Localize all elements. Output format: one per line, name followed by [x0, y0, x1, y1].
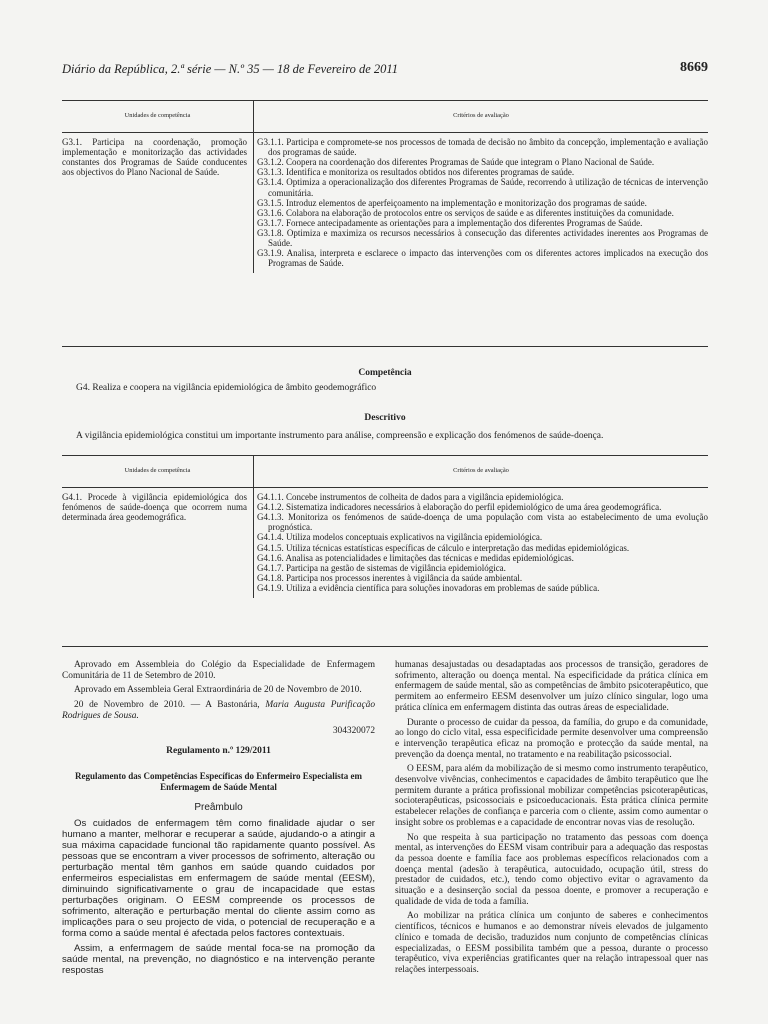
page-number: 8669	[680, 60, 708, 75]
left-column	[62, 660, 375, 980]
criterion: G3.1.6. Colabora na elaboração de protocolos entre os serviços de saúde e as diferentes instituições da comunidade.	[257, 207, 674, 218]
table-g3	[62, 101, 708, 273]
criterion: G4.1.4. Utiliza modelos conceptuais explicativos na vigilância epidemiológica.	[257, 532, 543, 543]
approval-paragraph-1: Aprovado em Assembleia do Colégio da Especialidade de Enfermagem Comunitária de 11 de Setembro de 2010.	[62, 660, 375, 681]
body-paragraph-7: Ao mobilizar na prática clínica um conjunto de saberes e conhecimentos científicos, técnicos e humanos e ao demonstrar níveis elevados de julgamento clínico e tomada de decisão, traduzidos num conjunto de competências clínicas especializadas, o EESM possibilita também que a pessoa, durante o processo terapêutico, viva experiências gratificantes quer na relação intrapessoal quer nas relações interpessoais.	[395, 911, 708, 975]
descritivo-title: Descritivo	[364, 413, 406, 423]
criterion: G3.1.2. Coopera na coordenação dos diferentes Programas de Saúde que integram o Plano Nacional de Saúde.	[257, 157, 655, 168]
criterion: G4.1.6. Analisa as potencialidades e limitações das técnicas e medidas epidemiológicas.	[257, 552, 574, 563]
criterion: G4.1.7. Participa na gestão de sistemas de vigilância epidemiológica.	[257, 562, 506, 573]
criterion: G3.1.3. Identifica e monitoriza os resultados obtidos nos diferentes programas de saúde.	[257, 167, 575, 178]
criterion: G3.1.4. Optimiza a operacionalização dos diferentes Programas de Saúde, recorrendo à utilização de técnicas de intervenção comunitária.	[257, 177, 708, 198]
table2-bottom-rule	[62, 646, 708, 647]
table1-criteria	[254, 133, 709, 274]
body-paragraph-5: O EESM, para além da mobilização de si mesmo como instrumento terapêutico, desenvolve vivências, conhecimentos e capacidades de âmbito terapêutico que lhe permitem durante a prática profissional mobilizar competências psicoterapêuticas, socioterapêuticas, psicossociais e psicoeducacionais. Esta prática clínica permite estabelecer relações de confiança e parceria com o cliente, assim como aumentar o insight sobre os problemas e a capacidade de encontrar novas vias de resolução.	[395, 764, 708, 828]
criterion: G4.1.2. Sistematiza indicadores necessários à elaboração do perfil epidemiológico de uma área geodemográfica.	[257, 502, 662, 513]
body-paragraph-2: Assim, a enfermagem de saúde mental foca-se na promoção da saúde mental, na prevenção, no diagnóstico e na intervenção perante respostas	[62, 942, 375, 976]
criterion: G3.1.1. Participa e compromete-se nos processos de tomada de decisão no âmbito da concepção, implementação e avaliação dos programas de saúde.	[257, 137, 708, 158]
table1-bottom-rule	[62, 346, 708, 347]
signature-date: 20 de Novembro de 2010. — A Bastonária,	[74, 700, 260, 711]
body-paragraph-3: humanas desajustadas ou desadaptadas aos processos de transição, geradores de sofrimento, alteração ou doença mental. Na especificidade da prática clínica em enfermagem de saúde mental, são as competências de âmbito psicoterapêutico, que permitem ao enfermeiro EESM desenvolver um juízo clínico singular, logo uma prática clínica em enfermagem distinta das outras áreas de especialidade.	[395, 660, 708, 713]
criterion: G4.1.9. Utiliza a evidência científica para soluções inovadoras em problemas de saúde pública.	[257, 582, 600, 593]
page-header	[62, 60, 708, 80]
publication-title: Diário da República, 2.ª série — N.º 35 — 18 de Fevereiro de 2011	[62, 62, 398, 76]
table2-unit: G4.1. Procede à vigilância epidemiológica dos fenómenos de saúde-doença que ocorrem numa determinada área geodemográfica.	[62, 492, 247, 523]
approval-paragraph-2: Aprovado em Assembleia Geral Extraordinária de 20 de Novembro de 2010.	[74, 685, 362, 696]
criterion: G4.1.8. Participa nos processos inerentes à vigilância da saúde ambiental.	[257, 572, 523, 583]
document-code: 304320072	[332, 725, 375, 736]
criterion: G3.1.7. Fornece antecipadamente as orientações para a implementação dos diferentes Programas de Saúde.	[257, 217, 643, 228]
table-g4	[62, 456, 708, 598]
table1-col1-header: Unidades de competência	[62, 101, 254, 133]
criterion: G4.1.1. Concebe instrumentos de colheita de dados para a vigilância epidemiológica.	[257, 492, 564, 503]
descritivo-text: A vigilância epidemiológica constitui um importante instrumento para análise, compreensão e explicação dos fenómenos de saúde-doença.	[76, 431, 604, 441]
body-paragraph-4: Durante o processo de cuidar da pessoa, da família, do grupo e da comunidade, ao longo do ciclo vital, essa especificidade permite desenvolver uma compreensão e intervenção terapêutica eficaz na promoção e protecção da saúde mental, na prevenção da doença mental, no tratamento e na reabilitação psicossocial.	[395, 717, 708, 760]
criterion: G3.1.5. Introduz elementos de aperfeiçoamento na implementação e monitorização dos programas de saúde.	[257, 197, 647, 208]
competencia-title: Competência	[358, 368, 412, 378]
body-paragraph-6: No que respeita à sua participação no tratamento das pessoas com doença mental, as intervenções do EESM visam contribuir para a adequação das respostas da pessoa doente e família face aos problemas específicos relacionados com a doença mental (adesão à terapêutica, autocuidado, ocupação útil, stress do prestador de cuidados, etc.), tendo como objectivo evitar o agravamento da situação e a desinserção social da pessoa doente, e promover a recuperação e qualidade de vida de toda a família.	[395, 832, 708, 907]
criterion: G4.1.5. Utiliza técnicas estatísticas específicas de cálculo e interpretação das medidas epidemiológicas.	[257, 542, 630, 553]
criterion: G4.1.3. Monitoriza os fenómenos de saúde-doença de uma população com vista ao estabelecimento de uma evolução prognóstica.	[257, 512, 708, 533]
competencia-text: G4. Realiza e coopera na vigilância epidemiológica de âmbito geodemográfico	[76, 383, 377, 393]
table2-col1-header: Unidades de competência	[62, 456, 254, 488]
table1-unit: G3.1. Participa na coordenação, promoção implementação e monitorização das actividades constantes dos Programas de Saúde conducentes aos objectivos do Plano Nacional de Saúde.	[62, 137, 247, 178]
body-paragraph-1: Os cuidados de enfermagem têm como finalidade ajudar o ser humano a manter, melhorar e recuperar a saúde, ajudando-o a atingir a sua máxima capacidade funcional tão rapidamente quanto possível. As pessoas que se encontram a viver processos de sofrimento, alteração ou perturbação mental têm ganhos em saúde quando cuidados por enfermeiros especialistas em enfermagem de saúde mental (EESM), diminuindo significativamente o grau de incapacidade que estas perturbações originam. O EESM compreende os processos de sofrimento, alteração e perturbação mental do cliente assim como as implicações para o seu projecto de vida, o potencial de recuperação e a forma como a saúde mental é afectada pelos factores contextuais.	[62, 817, 375, 939]
criterion: G3.1.8. Optimiza e maximiza os recursos necessários à consecução das diferentes actividades inerentes aos Programas de Saúde.	[257, 227, 708, 249]
table2-criteria	[254, 488, 709, 598]
regulation-title: Regulamento n.º 129/2011	[166, 746, 271, 757]
criterion: G3.1.9. Analisa, interpreta e esclarece o impacto das intervenções com os diferentes actores implicados na execução dos Programas de Saúde.	[257, 248, 708, 269]
signatory-name: Maria Augusta Purificação Rodrigues de Sousa.	[62, 700, 376, 721]
regulation-subtitle: Regulamento das Competências Específicas do Enfermeiro Especialista em Enfermagem de Saúde Mental	[74, 770, 363, 792]
table1-col2-header: Critérios de avaliação	[254, 101, 709, 133]
right-column	[395, 660, 708, 980]
preambulo-heading: Preâmbulo	[194, 801, 243, 813]
table2-col2-header: Critérios de avaliação	[254, 456, 709, 488]
signature-paragraph	[62, 700, 375, 721]
